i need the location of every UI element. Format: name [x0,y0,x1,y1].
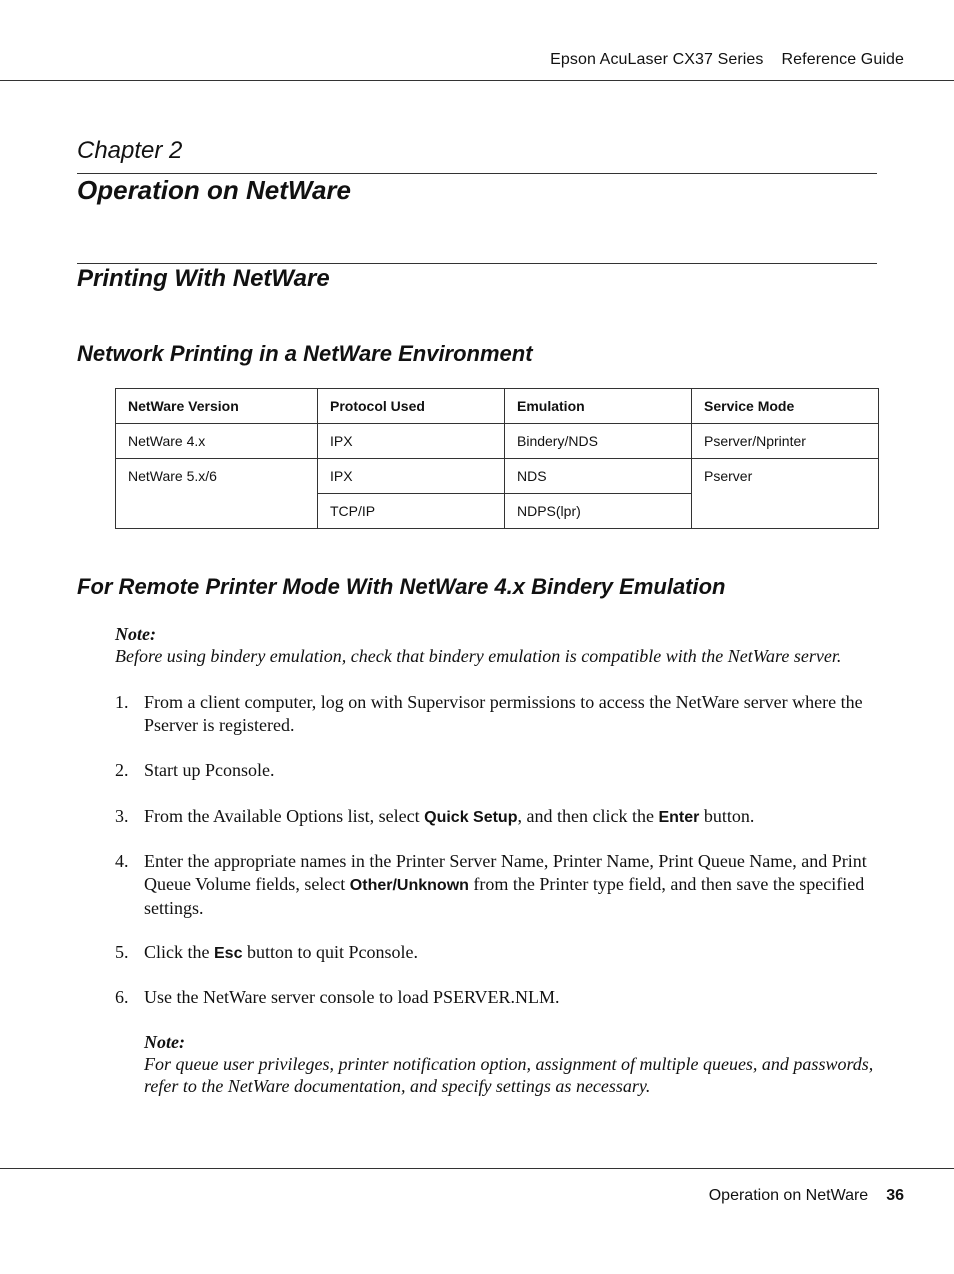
step-text: Click the Esc button to quit Pconsole. [144,942,418,962]
note-box [115,624,885,667]
running-header [550,51,904,69]
table-row [116,424,879,459]
table-cell: IPX [318,424,505,459]
header-guide: Reference Guide [781,51,904,68]
note-text: For queue user privileges, printer notification option, assignment of multiple queues, and passwords, refer to the NetWare documentation, and specify settings as necessary. [144,1054,874,1096]
table-cell: TCP/IP [318,494,505,529]
table-cell: NDPS(lpr) [505,494,692,529]
table-cell: Pserver/Nprinter [692,424,879,459]
chapter-title: Operation on NetWare [77,175,352,205]
subsection-title-remote-printer: For Remote Printer Mode With NetWare 4.x Bindery Emulation [77,574,726,599]
list-item [115,805,878,829]
footer-section: Operation on NetWare [708,1187,869,1204]
table-header-cell: Service Mode [692,389,879,424]
other-unknown-label: Other/Unknown [349,877,469,894]
chapter-rule [77,173,877,174]
step-number: 2. [115,760,129,780]
step-text: From a client computer, log on with Supervisor permissions to access the NetWare server where the Pserver is registered. [144,692,863,735]
section-rule [77,263,877,264]
table-header-cell: NetWare Version [116,389,318,424]
chapter-label: Chapter 2 [77,137,183,164]
page-number: 36 [886,1187,904,1204]
header-rule [0,80,954,81]
list-item [115,759,878,782]
table-cell: NetWare 4.x [116,424,318,459]
table-row [116,459,879,494]
subsection-title-network-printing: Network Printing in a NetWare Environment [77,341,533,366]
table-cell: NetWare 5.x/6 [116,459,318,529]
note-label: Note: [115,624,156,644]
step-text: Start up Pconsole. [144,760,275,780]
running-footer [709,1187,904,1205]
step-number: 4. [115,851,129,871]
note-label: Note: [144,1032,185,1052]
list-item [115,986,878,1009]
footer-rule [0,1168,954,1169]
netware-table [115,388,879,529]
table-cell: IPX [318,459,505,494]
note-text: Before using bindery emulation, check that bindery emulation is compatible with the NetWare server. [115,646,842,666]
section-title: Printing With NetWare [77,265,330,292]
enter-label: Enter [658,809,700,826]
table-cell: Pserver [692,459,879,529]
table-header-row [116,389,879,424]
step-number: 1. [115,692,129,712]
list-item [115,941,878,965]
list-item [115,691,878,737]
table-header-cell: Protocol Used [318,389,505,424]
step-text: Use the NetWare server console to load PSERVER.NLM. [144,987,560,1007]
header-product: Epson AcuLaser CX37 Series [550,51,764,68]
list-item [115,850,878,920]
step-text: From the Available Options list, select Quick Setup, and then click the Enter button. [144,806,755,826]
table-cell: NDS [505,459,692,494]
quick-setup-label: Quick Setup [424,809,518,826]
table-header-cell: Emulation [505,389,692,424]
esc-label: Esc [214,945,243,962]
step-number: 5. [115,942,129,962]
table-cell: Bindery/NDS [505,424,692,459]
step-text: Enter the appropriate names in the Printer Server Name, Printer Name, Print Queue Name, and Print Queue Volume fields, select Other/Unknown from the Printer type field, and then save the specified settings. [144,851,867,918]
step-number: 3. [115,806,129,826]
note-box [144,1032,878,1097]
step-number: 6. [115,987,129,1007]
